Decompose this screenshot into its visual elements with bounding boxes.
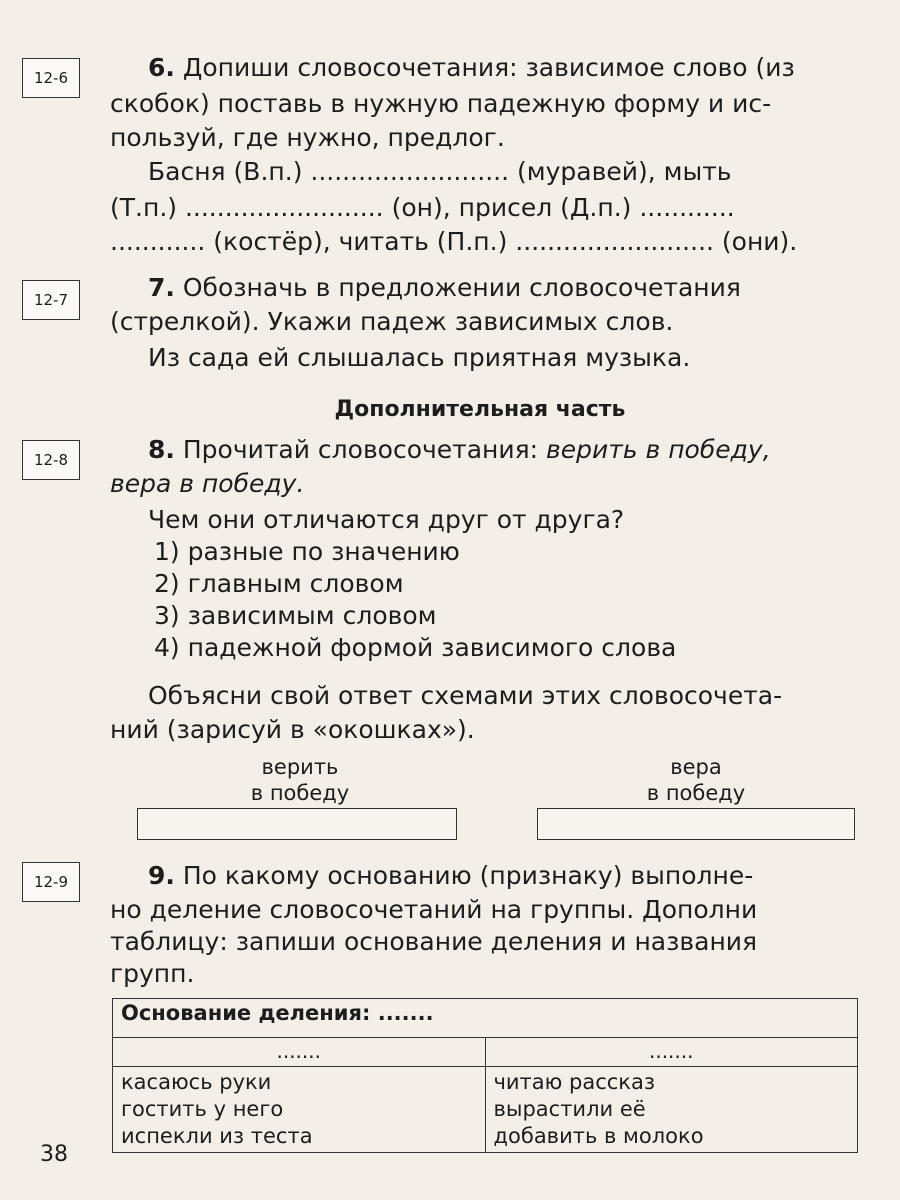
list-item: вырастили её — [493, 1097, 646, 1121]
task6-line5: (Т.п.) ......................... (он), присел (Д.п.) ............ — [110, 193, 735, 222]
code-box-12-8: 12-8 — [22, 440, 80, 480]
task8-option-3[interactable]: 3) зависимым словом — [154, 601, 437, 630]
list-item: добавить в молоко — [493, 1124, 704, 1148]
extra-part-heading: Дополнительная часть — [334, 397, 626, 422]
task7-sentence: Из сада ей слышалась приятная музыка. — [148, 343, 691, 372]
task7-line1 — [148, 272, 741, 304]
task6-line1 — [148, 52, 795, 84]
task6-line2: скобок) поставь в нужную падежную форму и ис- — [110, 89, 772, 118]
scheme-left-word-2: в победу — [250, 781, 350, 805]
task6-line4: Басня (В.п.) ......................... (муравей), мыть — [148, 157, 732, 186]
scheme-right-window[interactable] — [537, 808, 855, 840]
task8-text-1: Прочитай словосочетания: — [182, 435, 547, 464]
task8-line1 — [148, 434, 771, 466]
task9-line4: групп. — [110, 959, 195, 988]
scheme-right-word-1: вера — [670, 755, 722, 779]
scheme-left-label — [200, 754, 400, 806]
task6-line3: пользуй, где нужно, предлог. — [110, 123, 505, 152]
task8-phrase-1: верить в победу, — [546, 435, 771, 464]
task7-line2: (стрелкой). Укажи падеж зависимых слов. — [110, 307, 674, 336]
list-item: испекли из теста — [121, 1124, 313, 1148]
task6-number: 6. — [148, 53, 175, 82]
task8-phrase-2: вера в победу. — [110, 469, 305, 498]
code-box-12-6: 12-6 — [22, 58, 80, 98]
task9-text-1: По какому основанию (признаку) выполне- — [182, 861, 754, 890]
task8-question: Чем они отличаются друг от друга? — [148, 505, 625, 534]
page-number: 38 — [40, 1142, 68, 1167]
scheme-right-label — [596, 754, 796, 806]
task9-line3: таблицу: запиши основание деления и названия — [110, 927, 758, 956]
task6-text-1: Допиши словосочетания: зависимое слово (из — [182, 53, 795, 82]
table-basis-header[interactable]: Основание деления: ....... — [113, 999, 858, 1038]
scheme-right-word-2: в победу — [646, 781, 746, 805]
task9-number: 9. — [148, 861, 175, 890]
task7-text-1: Обозначь в предложении словосочетания — [182, 273, 741, 302]
task8-option-2[interactable]: 2) главным словом — [154, 569, 404, 598]
code-box-12-7: 12-7 — [22, 280, 80, 320]
list-item: касаюсь руки — [121, 1070, 272, 1094]
task9-line2: но деление словосочетаний на группы. Дополни — [110, 895, 758, 924]
scheme-left-word-1: верить — [261, 755, 339, 779]
task9-line1 — [148, 860, 753, 892]
task8-option-1[interactable]: 1) разные по значению — [154, 537, 460, 566]
list-item: гостить у него — [121, 1097, 284, 1121]
task8-explain-1: Объясни свой ответ схемами этих словосочета- — [148, 681, 783, 710]
grouping-table — [112, 998, 858, 1153]
table-right-items — [485, 1067, 858, 1153]
table-left-items — [113, 1067, 486, 1153]
task6-line6: ............ (костёр), читать (П.п.) ......................... (они). — [110, 227, 798, 256]
task7-number: 7. — [148, 273, 175, 302]
scheme-left-window[interactable] — [137, 808, 457, 840]
task8-explain-2: ний (зарисуй в «окошках»). — [110, 715, 475, 744]
table-group-right-name[interactable]: ....... — [485, 1038, 858, 1067]
code-box-12-9: 12-9 — [22, 862, 80, 902]
task8-option-4[interactable]: 4) падежной формой зависимого слова — [154, 633, 677, 662]
task8-number: 8. — [148, 435, 175, 464]
table-group-left-name[interactable]: ....... — [113, 1038, 486, 1067]
list-item: читаю рассказ — [493, 1070, 656, 1094]
